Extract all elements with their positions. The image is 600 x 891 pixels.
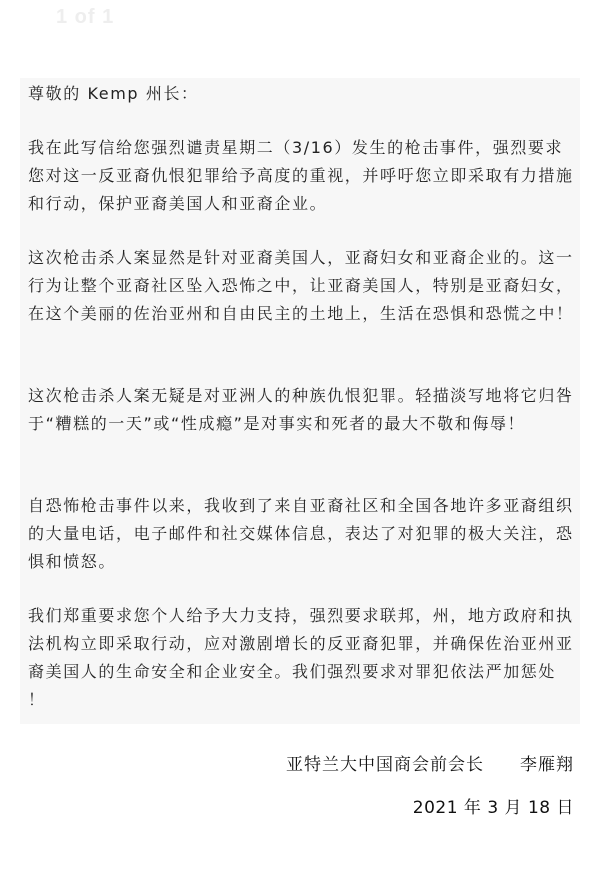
- letter-paragraph-2: 这次枪击杀人案显然是针对亚裔美国人，亚裔妇女和亚裔企业的。这一行为让整个亚裔社区坠入恐怖之中，让亚裔美国人，特别是亚裔妇女， 在这个美丽的佐治亚州和自由民主的土地上，生活在恐惧和恐慌之中！: [28, 248, 587, 323]
- letter-paragraph-4: 自恐怖枪击事件以来，我收到了来自亚裔社区和全国各地许多亚裔组织的大量电话，电子邮件和社交媒体信息，表达了对犯罪的极大关注，恐惧和愤怒。: [28, 496, 574, 571]
- letter-paragraph-3: 这次枪击杀人案无疑是对亚洲人的种族仇恨犯罪。轻描淡写地将它归咎于“糟糕的一天”或“性成瘾”是对事实和死者的最大不敬和侮辱！: [28, 386, 574, 433]
- signature-name: 李雁翔: [520, 755, 574, 775]
- letter-paragraph-1: 我在此写信给您强烈谴责星期二（3/16）发生的枪击事件，强烈要求您对这一反亚裔仇恨犯罪给予高度的重视，并呼吁您立即采取有力措施和行动，保护亚裔美国人和亚裔企业。: [28, 138, 574, 213]
- letter-paragraph-5: 我们郑重要求您个人给予大力支持，强烈要求联邦，州，地方政府和执法机构立即采取行动，应对激剧增长的反亚裔犯罪，并确保佐治亚州亚裔美国人的生命安全和企业安全。我们强烈要求对罪犯依法严加惩处 ！: [28, 606, 574, 709]
- signature-organization: 亚特兰大中国商会前会长: [286, 755, 484, 775]
- page-counter: 1 of 1: [56, 6, 115, 28]
- signature-line: [286, 750, 574, 775]
- letter-salutation: 尊敬的 Kemp 州长：: [28, 84, 199, 103]
- letter-body: [20, 78, 587, 724]
- signature-date: 2021 年 3 月 18 日: [412, 798, 574, 818]
